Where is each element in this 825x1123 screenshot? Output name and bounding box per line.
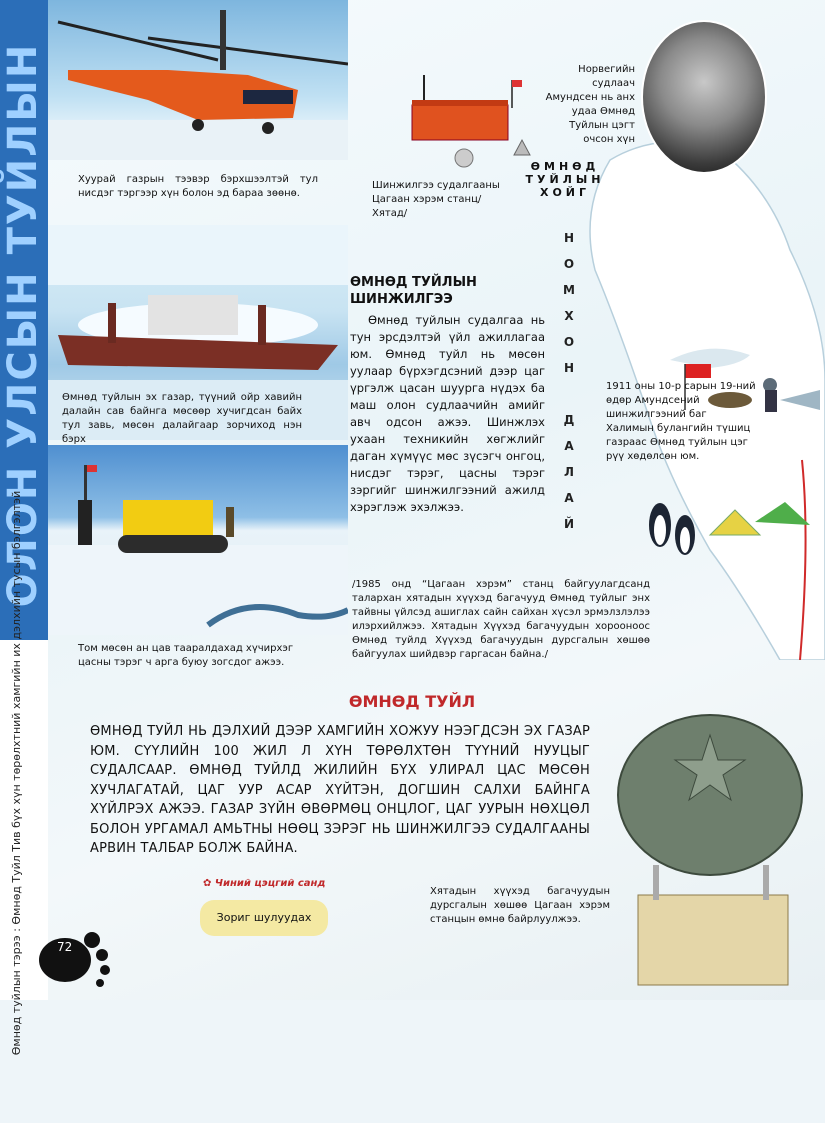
camp-illustration (640, 480, 825, 570)
sea-letter: А (564, 439, 574, 453)
sea-letter: Н (563, 231, 575, 245)
south-pole-body: ӨМНӨД ТУЙЛ НЬ ДЭЛХИЙ ДЭЭР ХАМГИЙН ХОЖУУ НЭЭГДСЭН ЭХ ГАЗАР ЮМ. СҮҮЛИЙН 100 ЖИЛ Л ХҮН ТӨРӨЛХТӨН ТҮҮНИЙ НУУЦЫГ СУДАЛСААР. ӨМНӨД ТУЙЛД ЖИЛИЙН БҮХ УЛИРАЛ ЦАС МӨСӨН ХУЧЛАГАТАЙ, ЦАГ УУР АСАР ХҮЙТЭН, ДОГШИН САЛХИ БАЙНГА ХҮЙЛРЭХ АЖЭЭ. ГАЗАР ЗҮЙН ӨВӨРМӨЦ ОНЦЛОГ, ЦАГ УУРЫН НӨХЦӨЛ БОЛОН УРГАМАЛ АМЬТНЫ НӨӨЦ ЗЭРЭГ НЬ ШИНЖИЛГЭЭ СУДАЛГААНЫ АРВИН ТАЛБАР БОЛЖ БАЙНА. (90, 724, 590, 856)
helicopter-caption: Хуурай газрын тээвэр бэрхшээлтэй тул нисдэг тэргээр хүн болон эд бараа зөөнө. (78, 174, 318, 199)
band-footer: Өмнөд туйлын тэрээ : Өмнөд Туйл Тив бүх хүн төрөлхтний хамгийн их дэлхийн тусын бэлгэлтэй (10, 490, 23, 1056)
south-pole-title: ӨМНӨД ТУЙЛ (348, 692, 476, 711)
sea-letter: О (563, 257, 575, 271)
sea-letter (556, 381, 582, 407)
sea-letter: М (563, 283, 575, 297)
sea-letter: Д (563, 413, 575, 427)
band-title: ОЛОН УЛСЫН ТУЙЛЫН (0, 42, 46, 608)
snow-vehicle-caption: Том мөсөн ан цав тааралдахад хүчирхэг цасны тэрэг ч арга буюу зогсдог ажээ. (78, 643, 294, 668)
sea-letter: О (563, 335, 575, 349)
helicopter-photo (48, 0, 348, 160)
tip-logo (203, 878, 326, 889)
snow-vehicle-photo (48, 445, 348, 635)
sea-letter: Й (563, 517, 575, 531)
research-body: Өмнөд туйлын судалгаа нь тун эрсдэлтэй үйл ажиллагаа юм. Өмнөд туйл нь мөсөн уулаар бүрхэгдсэний дээр цаг үргэлж цасан шуурга нүдэх ба маш олон судлаачийн амийг авч одсон ажээ. Шинжлэх ухаан техникийн хөгжлийг даган хүмүүс мөс зүсэгч онгоц, нисдэг тэрэг, цасны тэрэг зэргийг шинжилгээний ажилд хэрэглэж эхэлжээ. (350, 313, 545, 514)
monument-illustration (613, 705, 808, 990)
icebreaker-caption: Өмнөд туйлын эх газар, түүний ойр хавийн далайн сав байнга мөсөөр хучигдсан байх тул завь, мөсөн далайгаар зорчиход нэн бэрх (62, 392, 302, 445)
research-title: ӨМНӨД ТУЙЛЫН ШИНЖИЛГЭЭ (350, 275, 477, 307)
station-caption: Шинжилгээ судалгааны Цагаан хэрэм станц/Хятад/ (372, 180, 500, 219)
amundsen-portrait (641, 20, 767, 174)
page-number: 72 (57, 940, 73, 954)
amundsen-caption: Норвегийн судлаач Амундсен нь анх удаа Өмнөд Туйлын цэгт очсон хүн (545, 64, 635, 145)
peninsula-label: ӨМНӨД ТУЙЛЫН ХОЙГ (525, 160, 605, 199)
sea-letter: Н (563, 361, 575, 375)
band-footer-text (4, 423, 30, 1123)
children-1985-caption: /1985 онд “Цагаан хэрэм” станц байгуулагдсанд талархан хятадын хүүхэд багачууд Өмнөд туйлыг энх тайвны үйлсэд ашиглах сайн сайхан хүсэл эрмэлзлэлээ илэрхийлжээ. Хятадын Хүүхэд багачуудын хорооноос Өмнөд туйлд Хүүхэд багачуудын дурсгалын хөшөө байгуулах шийдвэр гаргасан байна./ (352, 579, 650, 660)
footprint-icon (30, 915, 115, 995)
tip-box: Зориг шулуудах (200, 900, 328, 936)
sea-label (556, 225, 582, 537)
tip-logo-text: Чиний цэцгий санд (214, 878, 326, 889)
sea-letter: Л (564, 465, 574, 479)
sea-letter: Х (564, 309, 574, 323)
monument-caption: Хятадын хүүхэд багачуудын дурсгалын хөшөө Цагаан хэрэм станцын өмнө байрлуулжээ. (430, 886, 610, 925)
sea-letter: А (564, 491, 574, 505)
tip-logo-icon: ✿ (203, 878, 212, 889)
expedition-caption: 1911 оны 10-р сарын 19-ний өдөр Амундсений шинжилгээний баг Халимын булангийн түшиц газраас Өмнөд туйлын цэг рүү хөдөлсөн юм. (606, 381, 756, 462)
